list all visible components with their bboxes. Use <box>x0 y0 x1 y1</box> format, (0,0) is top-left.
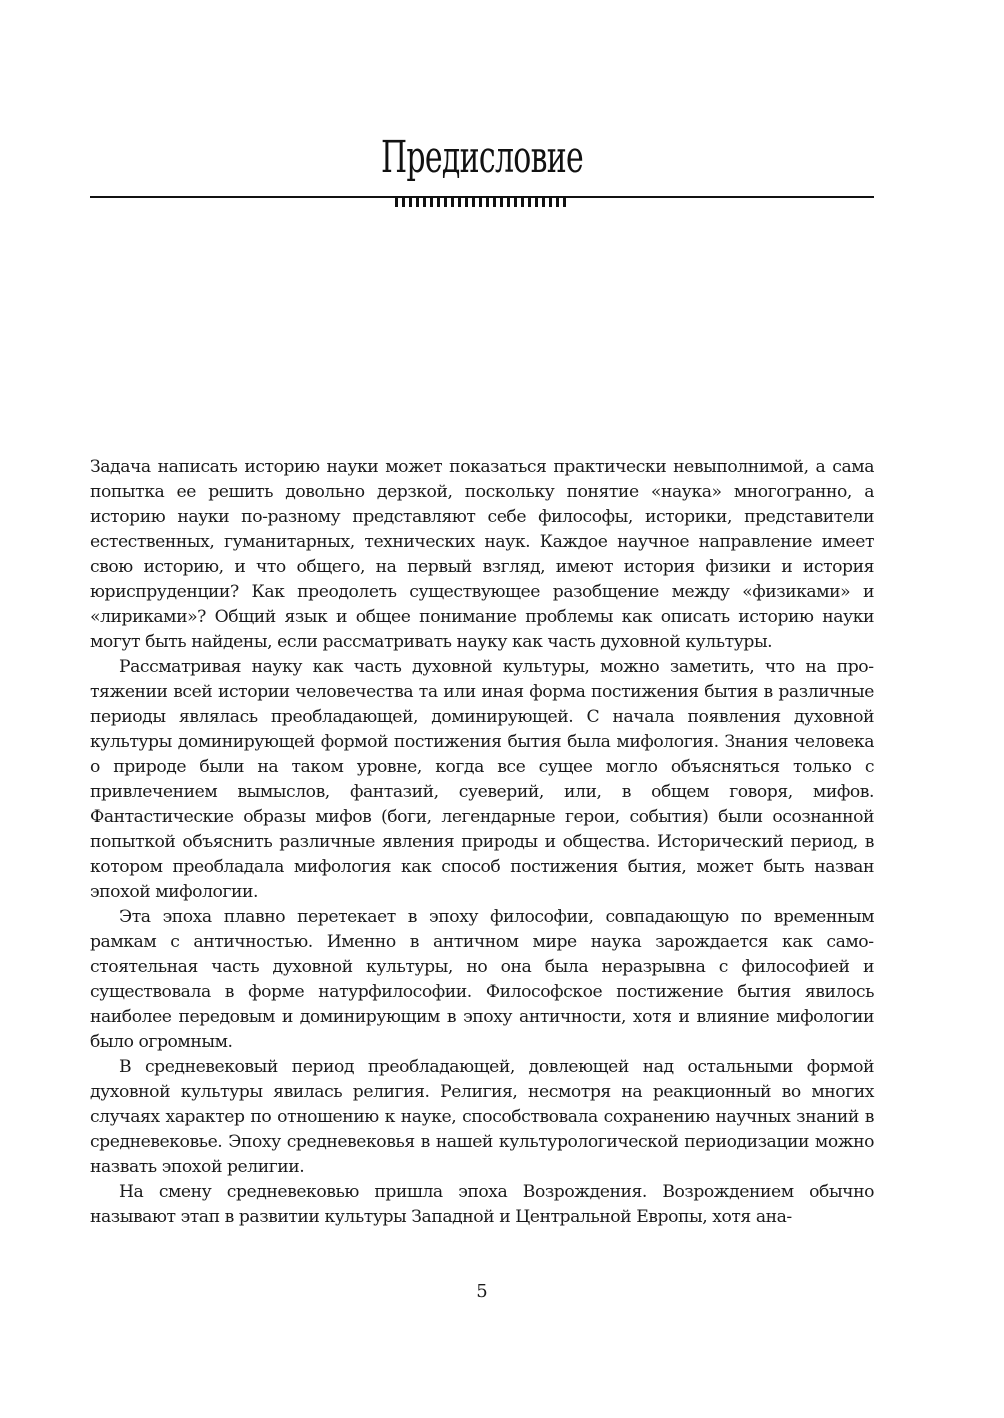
paragraph-5: На смену средневековью пришла эпоха Возрождения. Возрождением обычно называют этап в развитии культуры Западной и Центральной Европы, хотя ана- <box>90 1182 874 1227</box>
page-number: 5 <box>476 1281 488 1302</box>
page-title: Предисловие <box>380 132 584 183</box>
body-text <box>90 455 874 1230</box>
paragraph-4: В средневековый период преобладающей, довлеющей над остальными формой духовной культуры явилась религия. Религия, несмотря на реакционный во многих случаях характер по отношению к науке, способствовала сохранению научных знаний в средневековье. Эпоху средневековья в нашей культурологической периодизации можно назвать эпохой религии. <box>90 1057 874 1177</box>
paragraph-1: Задача написать историю науки может показаться практически невыполнимой, а сама попытка ее решить довольно дерзкой, поскольку понятие «наука» многогранно, а историю науки по-разному представляют себе философы, историки, представители естественных, гуманитарных, технических наук. Каждое научное направление имеет свою историю, и что общего, на первый взгляд, имеют история физики и история юриспруденции? Как преодолеть существующее разобщение между «физиками» и «лириками»? Общий язык и общее понимание проблемы как описать историю науки могут быть найдены, если рассматривать науку как часть духовной культуры. <box>90 457 874 652</box>
title-ornament <box>395 198 568 207</box>
paragraph-3: Эта эпоха плавно перетекает в эпоху философии, совпадающую по временным рамкам с античностью. Именно в античном мире наука зарождается как самостоятельная часть духовной культуры, но она была неразрывна с философией и существовала в форме натурфилософии. Философское постижение бытия явилось наиболее передовым и доминирующим в эпоху античности, хотя и влияние мифологии было огромным. <box>90 907 874 1052</box>
paragraph-2: Рассматривая науку как часть духовной культуры, можно заметить, что на протяжении всей истории человечества та или иная форма постижения бытия в различные периоды являлась преобладающей, доминирующей. С начала появления духовной культуры доминирующей формой постижения бытия была мифология. Знания человека о природе были на таком уровне, когда все сущее могло объясняться только с привлечением вымыслов, фантазий, суеверий, или, в общем говоря, мифов. Фантастические образы мифов (боги, легендарные герои, события) были осознанной попыткой объяснить различные явления природы и общества. Исторический период, в котором преобладала мифология как способ постижения бытия, может быть назван эпохой мифологии. <box>90 657 874 902</box>
